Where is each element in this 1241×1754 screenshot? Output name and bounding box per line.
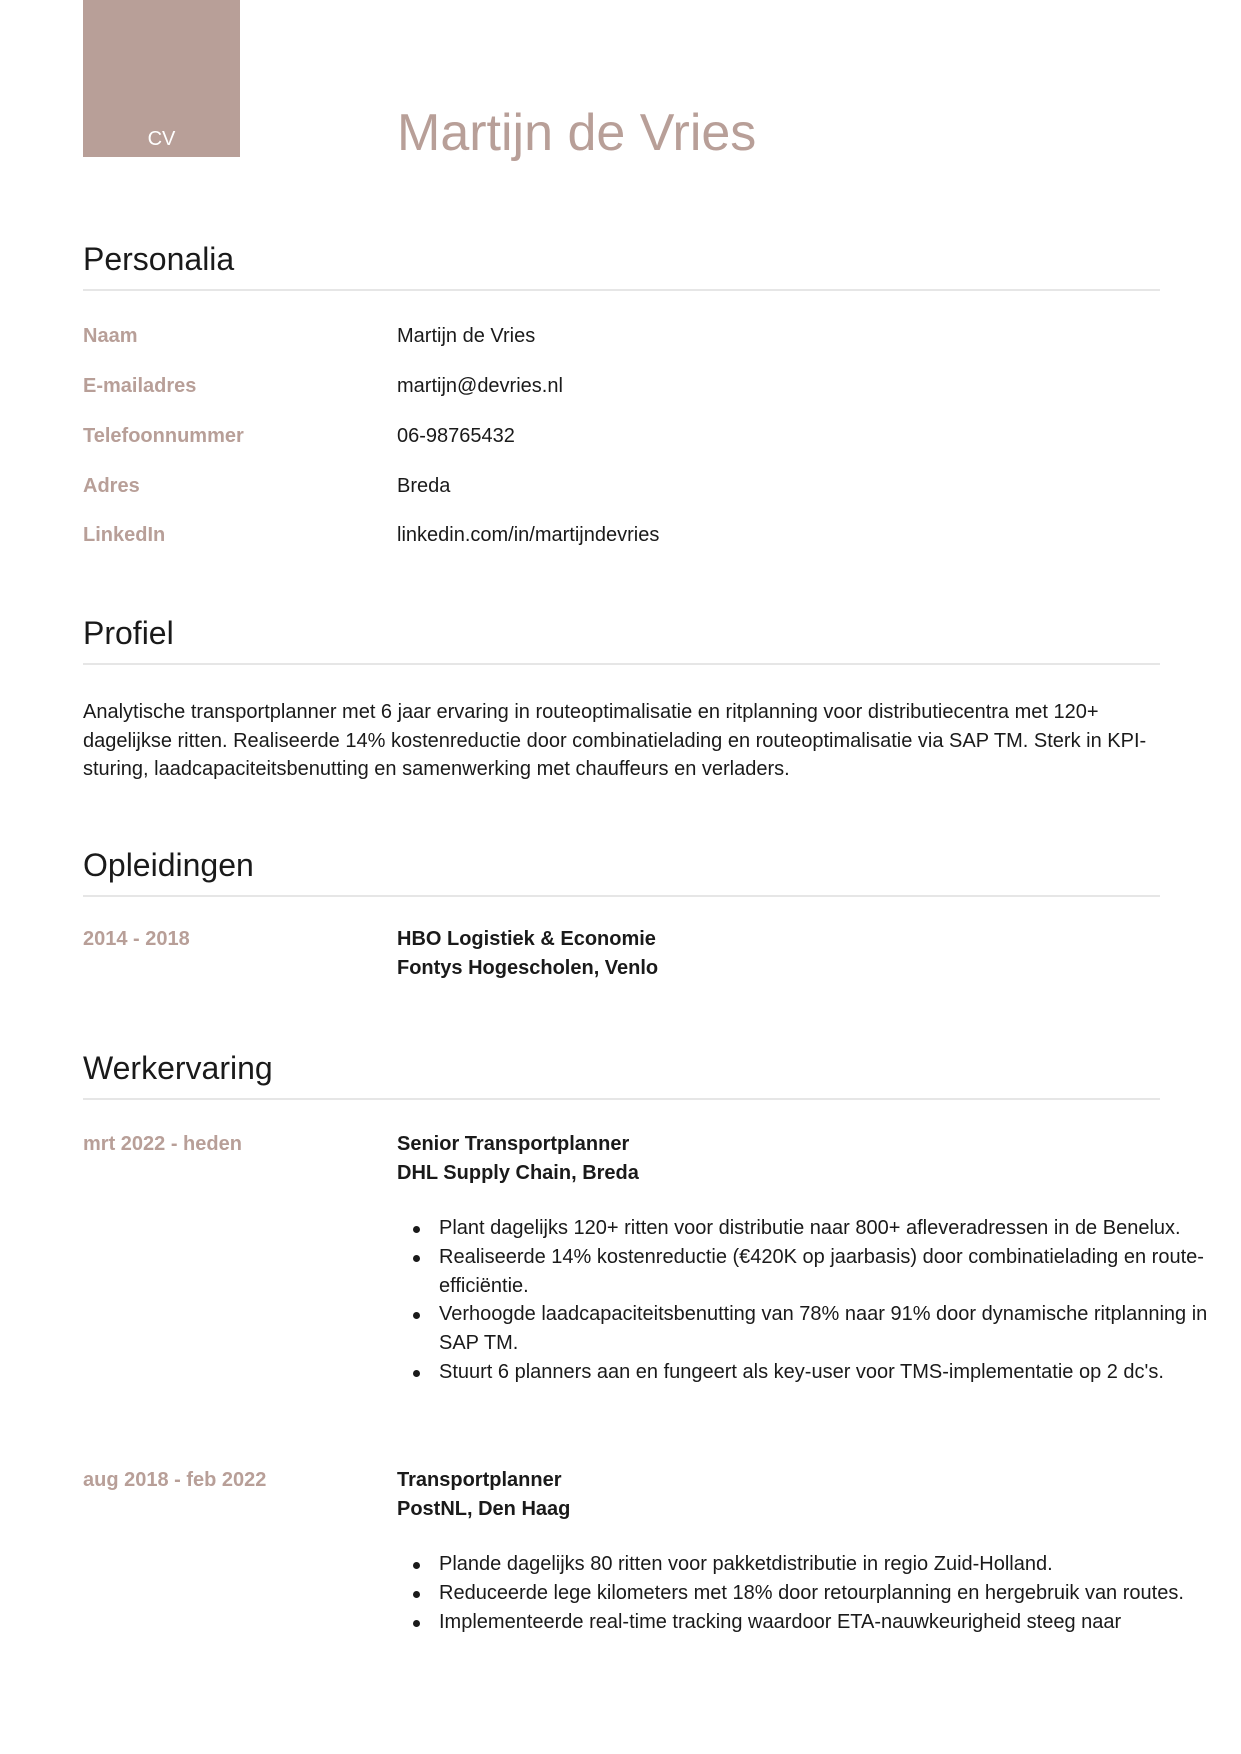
list-item: Plant dagelijks 120+ ritten voor distributie naar 800+ afleveradressen in de Benelux. [439,1214,1209,1243]
profile-summary: Analytische transportplanner met 6 jaar ervaring in routeoptimalisatie en ritplanning voor distributiecentra met 120+ dagelijkse ritten. Realiseerde 14% kostenreductie door combinatielading en routeoptimalisatie via SAP TM. Sterk in KPI-sturing, laadcapaciteitsbenutting en samenwerking met chauffeurs en verladers. [83,701,1147,780]
job-title: Transportplanner [397,1469,562,1491]
value-telefoon: 06-98765432 [397,425,515,447]
label-adres: Adres [83,475,140,497]
section-title-opleidingen: Opleidingen [83,847,254,883]
list-item: Stuurt 6 planners aan en fungeert als key-user voor TMS-implementatie op 2 dc's. [439,1358,1209,1387]
job-bullets [397,1214,1209,1387]
job-title: Senior Transportplanner [397,1133,630,1155]
value-adres: Breda [397,475,451,497]
education-institution: Fontys Hogescholen, Venlo [397,957,659,979]
list-item: Realiseerde 14% kostenreductie (€420K op jaarbasis) door combinatielading en route-efficiëntie. [439,1243,1209,1301]
section-divider [83,895,1160,897]
job-period: mrt 2022 - heden [83,1133,242,1155]
list-item: Implementeerde real-time tracking waardoor ETA-nauwkeurigheid steeg naar [439,1608,1209,1637]
education-period: 2014 - 2018 [83,928,190,950]
section-title-profiel: Profiel [83,615,174,651]
value-naam: Martijn de Vries [397,325,536,347]
label-linkedin: LinkedIn [83,524,166,546]
photo-label: CV [147,128,176,150]
value-linkedin: linkedin.com/in/martijndevries [397,524,660,546]
section-divider [83,289,1160,291]
list-item: Verhoogde laadcapaciteitsbenutting van 78% naar 91% door dynamische ritplanning in SAP TM. [439,1300,1209,1358]
label-email: E-mailadres [83,375,197,397]
education-title: HBO Logistiek & Economie [397,928,656,950]
section-divider [83,1098,1160,1100]
job-company: DHL Supply Chain, Breda [397,1162,639,1184]
job-period: aug 2018 - feb 2022 [83,1469,267,1491]
list-item: Reduceerde lege kilometers met 18% door retourplanning en hergebruik van routes. [439,1579,1209,1608]
label-naam: Naam [83,325,138,347]
section-title-personalia: Personalia [83,241,235,277]
job-bullets [397,1550,1209,1636]
photo-placeholder [83,0,240,157]
candidate-name: Martijn de Vries [397,104,757,162]
value-email: martijn@devries.nl [397,375,563,397]
section-title-werkervaring: Werkervaring [83,1050,273,1086]
job-company: PostNL, Den Haag [397,1498,571,1520]
section-divider [83,663,1160,665]
list-item: Plande dagelijks 80 ritten voor pakketdistributie in regio Zuid-Holland. [439,1550,1209,1579]
label-telefoon: Telefoonnummer [83,425,244,447]
